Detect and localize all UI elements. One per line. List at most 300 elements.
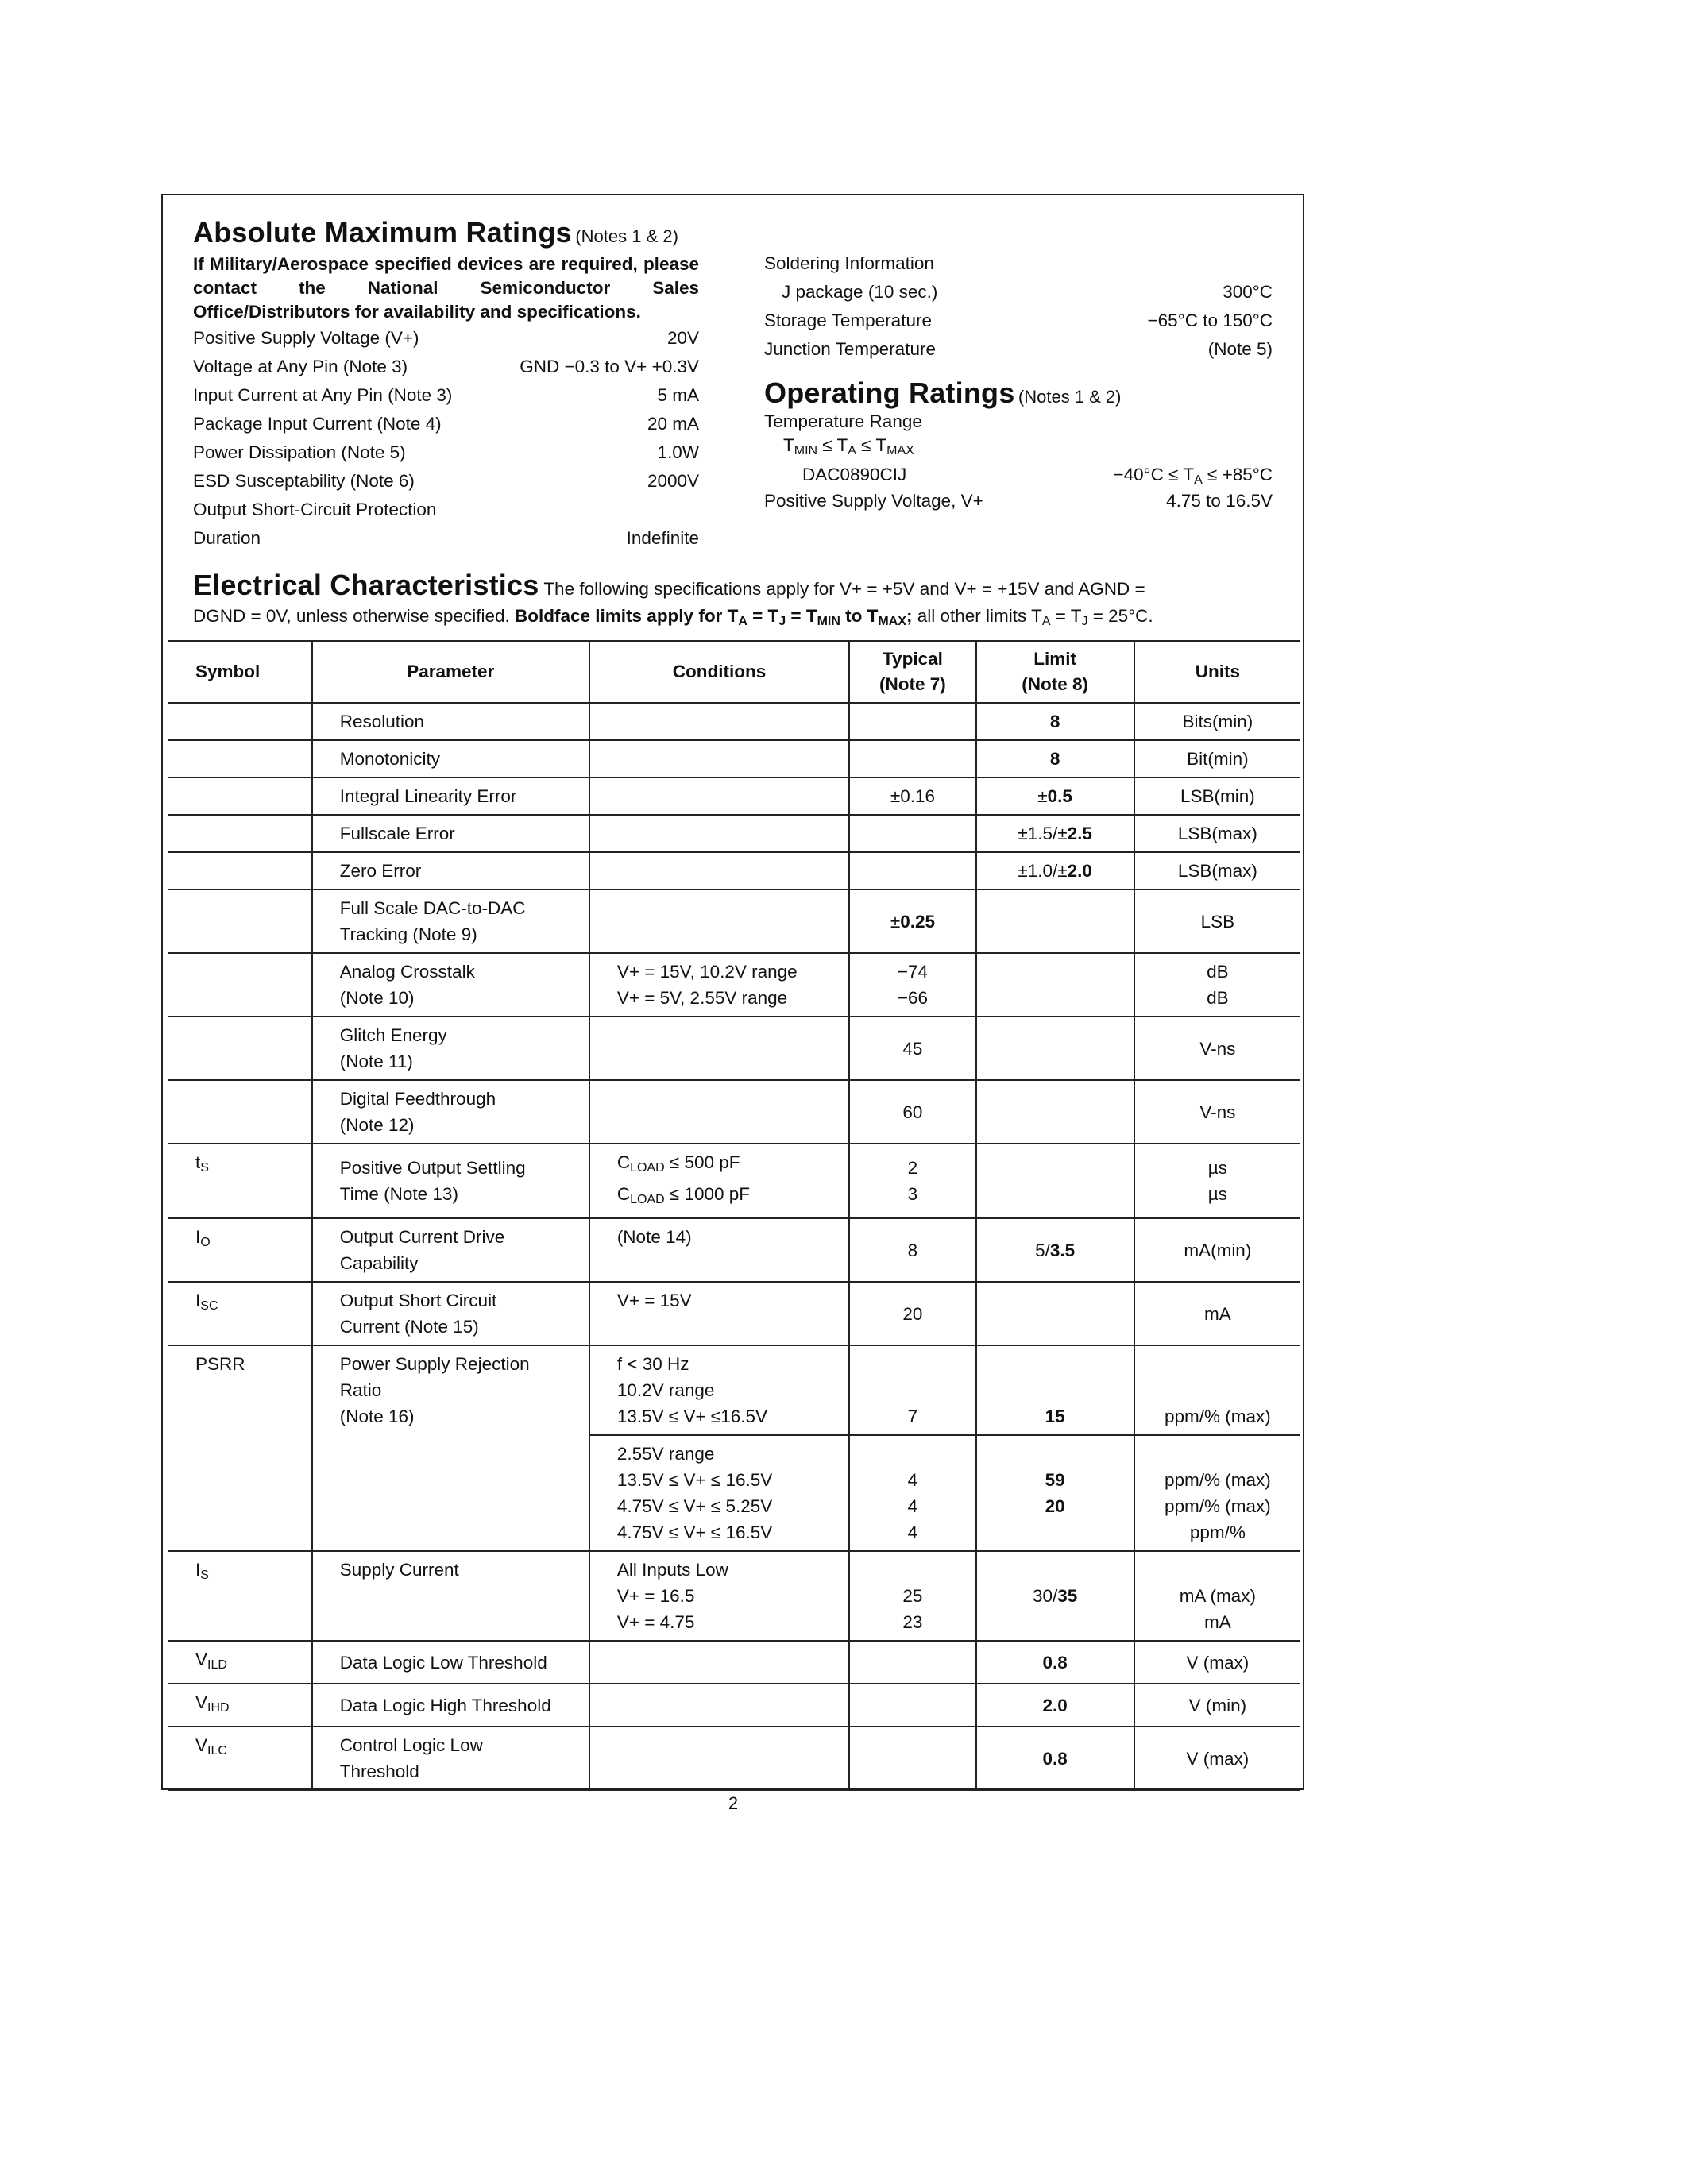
limit-a: 30/ (1032, 1586, 1058, 1606)
cell-symbol (168, 815, 312, 852)
cell-units: LSB (1134, 889, 1300, 953)
units-line: µs (1207, 1184, 1227, 1204)
rating-row (193, 324, 699, 353)
abs-max-title: Absolute Maximum Ratings (193, 216, 572, 249)
cell-symbol: PSRR (168, 1345, 312, 1551)
range-b: ≤ +85°C (1202, 465, 1273, 484)
table-row (168, 1684, 1300, 1727)
cell-units: V (max) (1134, 1641, 1300, 1684)
operating-title: Operating Ratings (764, 376, 1015, 409)
cell-parameter: Supply Current (312, 1551, 589, 1641)
range-sub: A (1194, 473, 1203, 487)
cell-limit: 15 (976, 1345, 1134, 1435)
table-row (168, 1551, 1300, 1641)
cell-typical (849, 815, 975, 852)
le-symbol: ≤ T (856, 435, 887, 455)
tmin-sub: MIN (794, 444, 818, 457)
cell-limit (976, 1017, 1134, 1080)
typ-line: −74 (897, 962, 928, 982)
cell-conditions (589, 1080, 849, 1144)
cell-conditions (589, 852, 849, 889)
sub: MIN (817, 615, 840, 628)
cell-parameter: Resolution (312, 703, 589, 740)
cond-line: 2.55V range (616, 1444, 715, 1464)
cell-parameter: Monotonicity (312, 740, 589, 778)
cond-line: All Inputs Low (616, 1560, 728, 1580)
ec-title: Electrical Characteristics (193, 569, 539, 601)
rating-row (193, 410, 699, 438)
ec-intro-text: The following specifications apply for V+ = +5V and V+ = +15V and AGND = (543, 579, 1145, 599)
rating-value: (Note 5) (1207, 339, 1273, 359)
typ-line: 4 (907, 1522, 918, 1542)
cell-symbol (168, 1727, 312, 1790)
table-row (168, 953, 1300, 1017)
table-row (168, 1144, 1300, 1218)
units-line: dB (1207, 962, 1229, 982)
cell-typical (849, 740, 975, 778)
cell-typical: 7 (849, 1345, 975, 1435)
electrical-characteristics-table (168, 640, 1300, 1791)
units-line: mA (max) (1179, 1586, 1256, 1606)
cell-limit (976, 1435, 1134, 1551)
cell-typical (849, 1641, 975, 1684)
cell-symbol (168, 1551, 312, 1641)
cell-conditions (589, 1144, 849, 1218)
ec-intro-f: ; (906, 606, 913, 626)
limit-bold: 2.0 (1067, 861, 1092, 881)
cell-symbol (168, 1017, 312, 1080)
temperature-range (764, 410, 1273, 487)
c: C (616, 1152, 631, 1172)
cell-parameter (312, 1282, 589, 1345)
rating-row (764, 487, 1273, 515)
sym: I (195, 1560, 201, 1580)
table-row (168, 703, 1300, 740)
param-line: Output Current Drive (339, 1227, 505, 1247)
cell-typical: 20 (849, 1282, 975, 1345)
rating-value: Indefinite (626, 528, 699, 548)
limit-bold: 35 (1057, 1586, 1078, 1606)
range-a: −40°C ≤ T (1113, 465, 1195, 484)
temp-range-expression (764, 434, 1273, 463)
cell-parameter: Fullscale Error (312, 815, 589, 852)
param-line: Positive Output Settling (339, 1158, 526, 1178)
sym-sub: S (200, 1569, 209, 1582)
cell-limit (976, 1144, 1134, 1218)
table-row (168, 815, 1300, 852)
table-row (168, 1080, 1300, 1144)
military-warning: If Military/Aerospace specified devices are required, please contact the National Semiconductor Sales Office/Distributors for availability and specifications. (193, 254, 699, 322)
typ-line: −66 (897, 988, 928, 1008)
param-line: Control Logic Low (339, 1735, 483, 1755)
cond-line: 10.2V range (616, 1380, 715, 1400)
sym-sub: IHD (207, 1701, 230, 1715)
electrical-characteristics-heading (193, 570, 1272, 634)
cell-units: LSB(max) (1134, 815, 1300, 852)
cell-parameter (312, 889, 589, 953)
rating-value: 4.75 to 16.5V (1166, 491, 1273, 511)
limit-line: 59 (1045, 1470, 1065, 1490)
cond-line: V+ = 4.75 (616, 1612, 695, 1632)
rating-value: 20V (666, 328, 699, 348)
abs-max-heading (193, 216, 699, 249)
header-units: Units (1134, 641, 1300, 703)
rating-row (764, 249, 1273, 278)
page-number: 2 (728, 1793, 739, 1813)
cell-conditions (589, 778, 849, 815)
units-line: dB (1207, 988, 1229, 1008)
limit-bold: 0.5 (1047, 786, 1072, 806)
units-line: mA (1203, 1612, 1231, 1632)
param-line: Full Scale DAC-to-DAC (339, 898, 526, 918)
cell-typical: ±0.16 (849, 778, 975, 815)
sym: V (195, 1735, 208, 1755)
typ-bold: 0.25 (900, 911, 935, 932)
rating-label: Junction Temperature (764, 339, 936, 359)
abs-max-notes: (Notes 1 & 2) (575, 226, 678, 246)
table-row (168, 1218, 1300, 1282)
operating-ratings-heading (764, 376, 1273, 410)
table-row (168, 1641, 1300, 1684)
rating-value: 2000V (647, 471, 699, 491)
abs-max-list (193, 324, 699, 553)
cell-conditions: (Note 14) (589, 1218, 849, 1282)
sym-sub: ILD (207, 1658, 227, 1672)
cell-limit (976, 1282, 1134, 1345)
cell-parameter: Data Logic High Threshold (312, 1684, 589, 1727)
rating-label: Power Dissipation (Note 5) (193, 442, 406, 462)
cond-line: V+ = 5V, 2.55V range (616, 988, 788, 1008)
param-line: (Note 16) (339, 1406, 415, 1426)
cond-line: 13.5V ≤ V+ ≤16.5V (616, 1406, 768, 1426)
param-line: Capability (339, 1253, 419, 1273)
units-line: ppm/% (max) (1164, 1470, 1271, 1490)
rating-value: −65°C to 150°C (1147, 311, 1273, 330)
cell-parameter (312, 1017, 589, 1080)
cell-units: V-ns (1134, 1017, 1300, 1080)
table-row (168, 889, 1300, 953)
absolute-maximum-ratings (193, 216, 699, 553)
cell-typical: 8 (849, 1218, 975, 1282)
ec-intro-i: = 25°C. (1087, 606, 1153, 626)
cell-units (1134, 1551, 1300, 1641)
cell-typical (849, 889, 975, 953)
cell-parameter: Zero Error (312, 852, 589, 889)
sub: A (738, 615, 747, 628)
cell-symbol (168, 889, 312, 953)
cond-line (617, 1181, 844, 1213)
param-line: (Note 11) (339, 1051, 413, 1071)
cell-units: Bit(min) (1134, 740, 1300, 778)
cell-symbol (168, 1218, 312, 1282)
units-line: µs (1207, 1158, 1227, 1178)
cell-units: V-ns (1134, 1080, 1300, 1144)
cond-line: V+ = 16.5 (616, 1586, 695, 1606)
cell-units: LSB(min) (1134, 778, 1300, 815)
cell-typical (849, 1435, 975, 1551)
abs-max-right-column (764, 249, 1273, 515)
limit-line: 20 (1045, 1496, 1065, 1516)
sub: J (778, 615, 786, 628)
rating-row (193, 524, 699, 553)
cell-units: V (min) (1134, 1684, 1300, 1727)
cell-symbol (168, 953, 312, 1017)
rating-value: 300°C (1223, 282, 1273, 302)
ec-intro-line-2 (193, 604, 1272, 634)
ec-intro-c: = T (747, 606, 779, 626)
rating-row (764, 307, 1273, 335)
cell-units: V (max) (1134, 1727, 1300, 1790)
cell-limit: 0.8 (976, 1641, 1134, 1684)
rating-value: GND −0.3 to V+ +0.3V (520, 357, 699, 376)
table-header-row (168, 641, 1300, 703)
cell-typical: 45 (849, 1017, 975, 1080)
ec-intro-e: to T (840, 606, 879, 626)
rating-label: Output Short-Circuit Protection (193, 500, 437, 519)
rating-value: 5 mA (657, 385, 699, 405)
cell-conditions (589, 1435, 849, 1551)
cell-symbol (168, 703, 312, 740)
cell-limit: 8 (976, 740, 1134, 778)
cell-conditions (589, 1684, 849, 1727)
header-conditions: Conditions (589, 641, 849, 703)
sym-sub: S (200, 1161, 209, 1175)
cell-typical (849, 953, 975, 1017)
cell-parameter (312, 1218, 589, 1282)
cell-symbol (168, 1080, 312, 1144)
param-line: Power Supply Rejection (339, 1354, 530, 1374)
ta-sub: A (848, 444, 856, 457)
cell-conditions: V+ = 15V (589, 1282, 849, 1345)
cell-typical: 60 (849, 1080, 975, 1144)
cell-typical (849, 1684, 975, 1727)
pm: ± (1037, 786, 1048, 806)
rating-label: Positive Supply Voltage, V+ (764, 491, 983, 511)
rating-row (764, 463, 1273, 487)
cell-symbol (168, 852, 312, 889)
rating-row (764, 335, 1273, 364)
cell-conditions (589, 1641, 849, 1684)
cell-conditions (589, 1017, 849, 1080)
rating-value: 20 mA (647, 414, 699, 434)
cell-conditions (589, 1345, 849, 1435)
typ-line: 2 (907, 1158, 918, 1178)
cell-conditions (589, 703, 849, 740)
param-line: (Note 12) (339, 1115, 415, 1135)
rating-label: Package Input Current (Note 4) (193, 414, 442, 434)
rating-value: 1.0W (657, 442, 699, 462)
sub: LOAD (630, 1193, 665, 1206)
param-line: Output Short Circuit (339, 1291, 497, 1310)
cell-conditions (589, 1551, 849, 1641)
table-row (168, 1345, 1300, 1435)
limit-a: 5/ (1035, 1240, 1050, 1260)
rating-row (193, 381, 699, 410)
param-line: Current (Note 15) (339, 1317, 479, 1337)
typical-label: Typical (882, 649, 943, 669)
cond-line (617, 1149, 844, 1181)
cell-parameter: Data Logic Low Threshold (312, 1641, 589, 1684)
rating-label: Positive Supply Voltage (V+) (193, 328, 419, 348)
header-limit (976, 641, 1134, 703)
typ-line: 23 (902, 1612, 923, 1632)
units-line: ppm/% (1189, 1522, 1246, 1542)
rating-row (193, 467, 699, 496)
table-row (168, 1017, 1300, 1080)
limit-bold: 2.5 (1067, 824, 1092, 843)
cell-symbol (168, 740, 312, 778)
sub: J (1081, 615, 1088, 628)
sym-sub: SC (200, 1299, 218, 1313)
rating-label: ESD Susceptability (Note 6) (193, 471, 415, 491)
cell-units: mA (1134, 1282, 1300, 1345)
param-line: Glitch Energy (339, 1025, 447, 1045)
table-row (168, 1727, 1300, 1790)
cell-units (1134, 1144, 1300, 1218)
cell-units (1134, 953, 1300, 1017)
header-typical (849, 641, 975, 703)
c: ≤ 1000 pF (664, 1184, 751, 1204)
cell-typical (849, 1144, 975, 1218)
operating-notes: (Notes 1 & 2) (1018, 387, 1122, 407)
sym-sub: O (200, 1236, 211, 1249)
table-row (168, 1282, 1300, 1345)
cell-units: mA(min) (1134, 1218, 1300, 1282)
sym: I (195, 1227, 201, 1247)
cell-symbol (168, 1144, 312, 1218)
c: ≤ 500 pF (664, 1152, 740, 1172)
c: C (616, 1184, 631, 1204)
cell-units (1134, 1435, 1300, 1551)
cell-limit: 8 (976, 703, 1134, 740)
table-row (168, 852, 1300, 889)
cell-conditions (589, 815, 849, 852)
ec-intro-d: = T (786, 606, 817, 626)
sym-sub: ILC (207, 1744, 227, 1758)
cell-symbol (168, 1282, 312, 1345)
cell-conditions (589, 889, 849, 953)
typ-line: 3 (907, 1184, 918, 1204)
ec-intro-a: DGND = 0V, unless otherwise specified. (193, 606, 510, 626)
table-row (168, 778, 1300, 815)
typ-line: 4 (907, 1470, 918, 1490)
sym: V (195, 1692, 208, 1712)
rating-row (193, 438, 699, 467)
cell-parameter: Integral Linearity Error (312, 778, 589, 815)
cell-limit (976, 1551, 1134, 1641)
param-line: Digital Feedthrough (339, 1089, 496, 1109)
cell-parameter (312, 1345, 589, 1551)
sub: A (1041, 615, 1051, 628)
cell-parameter (312, 953, 589, 1017)
cell-symbol (168, 1641, 312, 1684)
cell-symbol (168, 1684, 312, 1727)
typical-note: (Note 7) (879, 674, 946, 694)
cell-limit (976, 889, 1134, 953)
temp-range-label: Temperature Range (764, 411, 922, 431)
cond-line: 13.5V ≤ V+ ≤ 16.5V (616, 1470, 773, 1490)
cell-conditions (589, 740, 849, 778)
tmin-symbol: T (783, 435, 794, 455)
cell-typical (849, 852, 975, 889)
param-line: Time (Note 13) (339, 1184, 458, 1204)
ec-intro-b: Boldface limits apply for T (515, 606, 739, 626)
cell-typical (849, 1727, 975, 1790)
limit-note: (Note 8) (1022, 674, 1088, 694)
param-line: Analog Crosstalk (339, 962, 475, 982)
cell-typical (849, 703, 975, 740)
cell-limit (976, 1218, 1134, 1282)
cell-limit (976, 953, 1134, 1017)
sym: I (195, 1291, 201, 1310)
rating-label: Voltage at Any Pin (Note 3) (193, 357, 408, 376)
typ-line: 25 (902, 1586, 923, 1606)
ec-intro-line-1 (193, 570, 1272, 604)
typ-line: 4 (907, 1496, 918, 1516)
limit-label: Limit (1033, 649, 1076, 669)
cell-units: ppm/% (max) (1134, 1345, 1300, 1435)
header-parameter: Parameter (312, 641, 589, 703)
cell-symbol (168, 778, 312, 815)
param-line: Threshold (339, 1761, 419, 1781)
cell-limit: 0.8 (976, 1727, 1134, 1790)
header-symbol: Symbol (168, 641, 312, 703)
ec-intro-g: all other limits T (912, 606, 1042, 626)
rating-row (764, 278, 1273, 307)
cell-limit (976, 778, 1134, 815)
rating-label: Input Current at Any Pin (Note 3) (193, 385, 453, 405)
rating-row (193, 353, 699, 381)
cell-typical (849, 1551, 975, 1641)
cell-limit (976, 815, 1134, 852)
cond-line: 4.75V ≤ V+ ≤ 16.5V (616, 1522, 773, 1542)
rating-label: Soldering Information (764, 253, 934, 273)
tmax-sub: MAX (886, 444, 914, 457)
part-number: DAC0890CIJ (802, 465, 907, 484)
param-line: Tracking (Note 9) (339, 924, 477, 944)
cond-line: V+ = 15V, 10.2V range (616, 962, 798, 982)
table-row (168, 740, 1300, 778)
rating-label: J package (10 sec.) (782, 282, 938, 302)
sub: MAX (878, 615, 906, 628)
cell-parameter (312, 1727, 589, 1790)
cell-conditions (589, 1727, 849, 1790)
limit-a: ±1.0/± (1018, 861, 1068, 881)
limit-line (982, 1519, 1129, 1545)
cell-units: LSB(max) (1134, 852, 1300, 889)
cell-limit (976, 852, 1134, 889)
cell-conditions (589, 953, 849, 1017)
sym: t (195, 1152, 201, 1172)
cell-units: Bits(min) (1134, 703, 1300, 740)
ec-intro-h: = T (1050, 606, 1082, 626)
param-line: (Note 10) (339, 988, 415, 1008)
limit-a: ±1.5/± (1018, 824, 1068, 843)
cell-limit: 2.0 (976, 1684, 1134, 1727)
sub: LOAD (630, 1161, 665, 1175)
cell-parameter (312, 1144, 589, 1218)
rating-label: Storage Temperature (764, 311, 932, 330)
pm: ± (890, 911, 901, 932)
param-line: Ratio (339, 1380, 382, 1400)
rating-row (193, 496, 699, 524)
limit-bold: 3.5 (1049, 1240, 1076, 1260)
cond-line: 4.75V ≤ V+ ≤ 5.25V (616, 1496, 773, 1516)
sym: V (195, 1650, 208, 1669)
cell-parameter (312, 1080, 589, 1144)
rating-label: Duration (193, 528, 261, 548)
cond-line: f < 30 Hz (616, 1354, 689, 1374)
